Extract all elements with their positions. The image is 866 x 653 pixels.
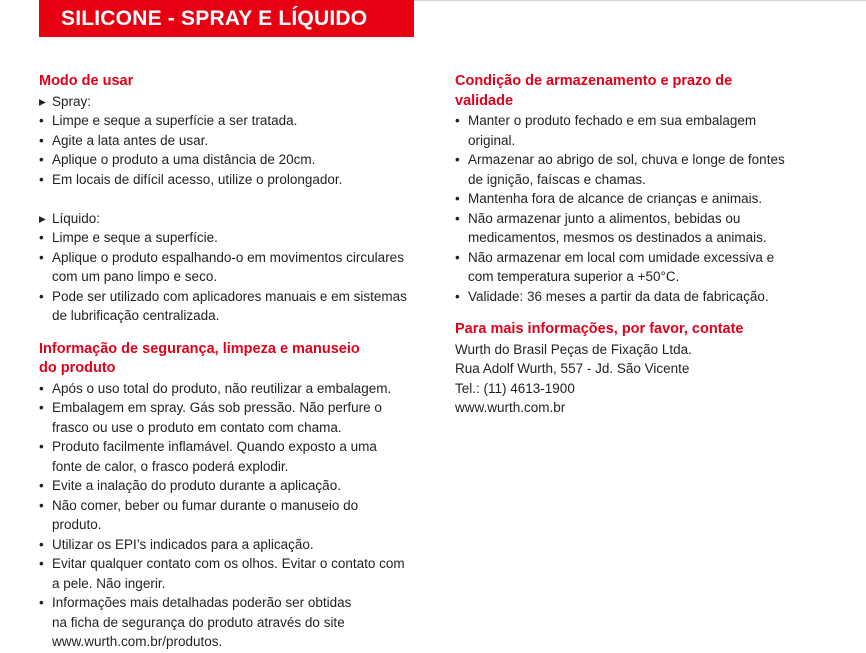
list-item [39,496,419,535]
list-item [455,209,800,248]
liquid-label: Líquido: [52,210,101,226]
list-item-continuation: com um pano limpo e seco. [52,269,218,284]
contact-heading: Para mais informações, por favor, contate [455,321,744,337]
bullet-icon: • [455,288,460,304]
bullet-icon: • [39,439,44,454]
list-item-line [39,398,419,418]
bullet-icon: • [39,113,44,128]
list-item [455,189,800,209]
list-item-line [39,535,419,555]
list-item [39,593,419,652]
list-item-text: Aplique o produto a uma distância de 20cm. [52,152,316,167]
list-item-text: Pode ser utilizado com aplicadores manuais e em sistemas [52,288,407,304]
list-item-line [39,111,419,131]
bullet-icon: • [39,536,44,552]
storage-heading-line: Condição de armazenamento e prazo de [455,73,733,89]
list-item-line [39,248,419,268]
list-item-line [39,476,419,496]
list-item-line [39,131,419,151]
list-item-text: Em locais de difícil acesso, utilize o prolongador. [52,171,343,187]
left-column [39,72,419,652]
bullet-icon: • [39,556,44,571]
list-item [455,111,800,150]
list-item-line [39,554,419,574]
bullet-icon: • [39,380,44,396]
list-item [455,150,800,189]
list-item [39,150,419,170]
spray-label: Spray: [52,93,92,109]
list-item-continuation: de ignição, faíscas e chamas. [468,171,646,187]
bullet-icon: • [455,210,460,226]
bullet-icon: • [39,230,44,245]
list-item-text: Após o uso total do produto, não reutilizar a embalagem. [52,380,392,396]
top-rule [414,0,866,1]
list-item-text: Informações mais detalhadas poderão ser obtidas [52,595,352,610]
right-column [455,72,800,418]
list-item-text: Limpe e seque a superfície a ser tratada. [52,113,298,128]
list-item-line [39,150,419,170]
list-item [39,248,419,287]
list-item-text: Validade: 36 meses a partir da data de fabricação. [468,288,769,304]
spray-list [39,111,419,189]
list-item-text: Não armazenar em local com umidade excessiva e [468,249,775,265]
list-item [39,287,419,326]
list-item-continuation: frasco ou use o produto em contato com chama. [52,419,342,435]
list-item-continuation: com temperatura superior a +50°C. [468,269,680,284]
list-item-text: Aplique o produto espalhando-o em movimentos circulares [52,249,404,265]
bullet-icon: • [39,288,44,304]
safety-section [39,340,419,652]
list-item-text: Utilizar os EPI’s indicados para a aplicação. [52,536,314,552]
storage-heading-line: validade [455,92,514,109]
usage-section [39,72,419,326]
contact-section [455,320,800,418]
list-item-text: Produto facilmente inflamável. Quando exposto a uma [52,439,377,454]
list-item [39,398,419,437]
bullet-icon: • [455,191,460,206]
list-item [39,535,419,555]
list-item [39,437,419,476]
bullet-icon: • [455,249,460,265]
list-item-text: Mantenha fora de alcance de crianças e animais. [468,191,763,206]
contact-company: Wurth do Brasil Peças de Fixação Ltda. [455,341,692,357]
list-item [39,554,419,593]
list-item-line [39,170,419,190]
list-item-text: Embalagem em spray. Gás sob pressão. Não perfure o [52,400,382,415]
bullet-icon: • [455,152,460,167]
bullet-icon: • [39,132,44,148]
title-banner: SILICONE - SPRAY E LÍQUIDO [39,0,414,37]
bullet-icon: • [455,113,460,128]
arrow-icon: ▸ [39,210,46,226]
bullet-icon: • [39,152,44,167]
safety-heading [39,340,419,379]
liquid-label-row [39,209,419,229]
liquid-list [39,228,419,326]
list-item-continuation: fonte de calor, o frasco poderá explodir. [52,458,289,474]
list-item-line [455,248,800,268]
contact-website: www.wurth.com.br [455,400,566,415]
list-item [39,131,419,151]
list-item-text: Manter o produto fechado e em sua embalagem [468,113,757,128]
list-item-line [39,287,419,307]
list-item-line [455,209,800,229]
arrow-icon: ▸ [39,93,46,109]
safety-heading-line: Informação de segurança, limpeza e manuseio [39,340,360,357]
list-item-line [39,437,419,457]
list-item-continuation: de lubrificação centralizada. [52,308,220,323]
list-item-text: Armazenar ao abrigo de sol, chuva e longe de fontes [468,152,785,167]
list-item [39,170,419,190]
bullet-icon: • [39,595,44,610]
list-item-text: Agite a lata antes de usar. [52,132,209,148]
list-item-line [39,379,419,399]
list-item [39,476,419,496]
storage-heading [455,72,800,111]
list-item-text: Não comer, beber ou fumar durante o manuseio do [52,497,359,513]
contact-phone: Tel.: (11) 4613-1900 [455,380,575,396]
bullet-icon: • [39,171,44,187]
usage-heading: Modo de usar [39,73,134,89]
safety-list [39,379,419,652]
list-item-line [455,111,800,131]
list-item-text: Evitar qualquer contato com os olhos. Evitar o contato com [52,556,405,571]
list-item-text: Limpe e seque a superfície. [52,230,218,245]
spray-label-row [39,92,419,112]
list-item-line [455,150,800,170]
safety-heading-line: do produto [39,360,116,376]
bullet-icon: • [39,249,44,265]
list-item [39,111,419,131]
storage-section [455,72,800,306]
list-item-continuation: produto. [52,517,102,532]
list-item [39,228,419,248]
list-item [455,287,800,307]
storage-list [455,111,800,306]
bullet-icon: • [39,400,44,415]
list-item-continuation: medicamentos, mesmos os destinados a animais. [468,230,767,245]
list-item-line [39,496,419,516]
list-item [39,379,419,399]
list-item-continuation: original. [468,132,516,148]
list-item-continuation: na ficha de segurança do produto através do site [52,614,345,630]
list-item-continuation: a pele. Não ingerir. [52,575,166,591]
list-item [455,248,800,287]
bullet-icon: • [39,497,44,513]
list-item-line [39,593,419,613]
list-item-text: Não armazenar junto a alimentos, bebidas ou [468,210,741,226]
list-item-continuation: www.wurth.com.br/produtos. [52,634,223,649]
list-item-line [455,189,800,209]
list-item-line [455,287,800,307]
list-item-text: Evite a inalação do produto durante a aplicação. [52,478,341,493]
bullet-icon: • [39,478,44,493]
list-item-line [39,228,419,248]
contact-address: Rua Adolf Wurth, 557 - Jd. São Vicente [455,361,690,376]
